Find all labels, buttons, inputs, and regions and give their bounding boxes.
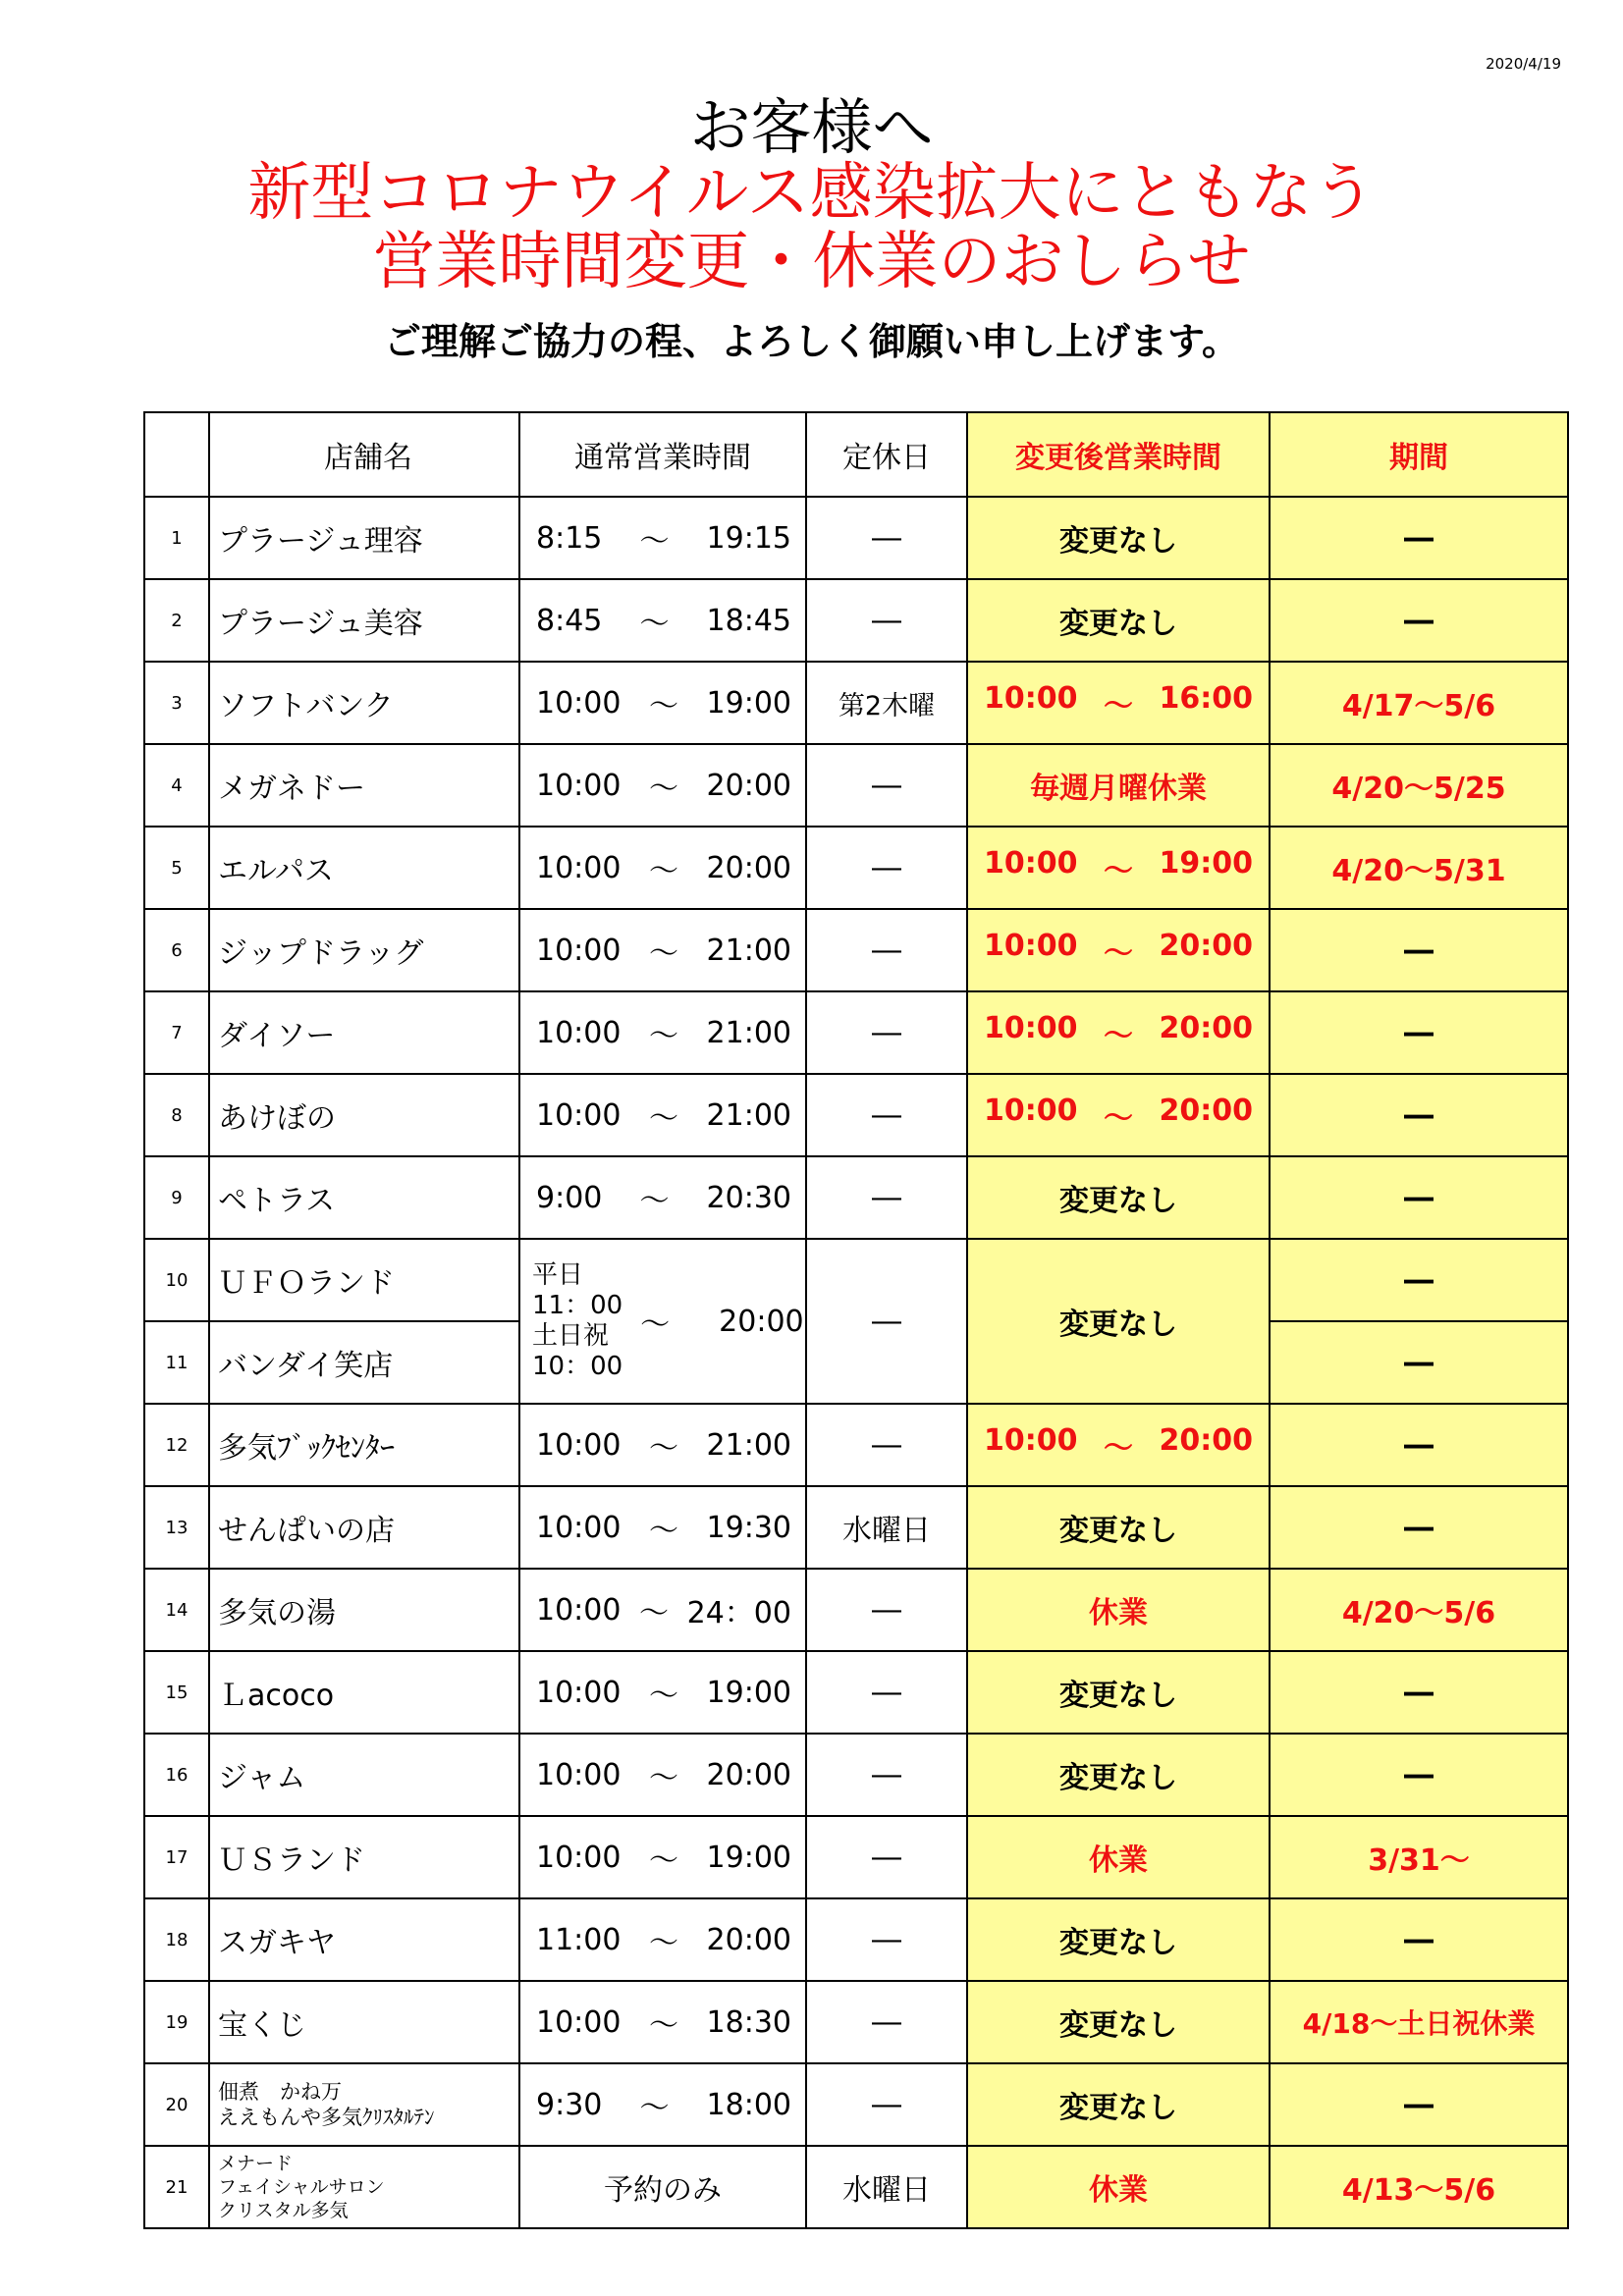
- close-time: 19:15: [706, 520, 791, 556]
- table-row: [144, 579, 1568, 662]
- regular-hours-note: 予約のみ: [519, 2146, 806, 2228]
- changed-hours: [967, 827, 1270, 909]
- changed-open-time: 10:00: [984, 1094, 1078, 1128]
- changed-close-time: 20:00: [1159, 1011, 1253, 1045]
- period: ―: [1270, 1239, 1568, 1321]
- store-name: スガキヤ: [209, 1898, 519, 1981]
- regular-hours: [519, 1569, 806, 1651]
- changed-open-time: 10:00: [984, 1423, 1078, 1458]
- open-time: 10:00: [536, 2004, 622, 2040]
- range-tilde: ～: [639, 607, 670, 641]
- closed-day: ―: [806, 909, 967, 991]
- table-row: [144, 991, 1568, 1074]
- changed-hours: 変更なし: [967, 1734, 1270, 1816]
- period: ―: [1270, 1321, 1568, 1404]
- changed-open-time: 10:00: [984, 929, 1078, 963]
- close-time: 20:00: [706, 768, 791, 803]
- regular-hours: [519, 1486, 806, 1569]
- open-time: 10:00: [536, 1097, 622, 1133]
- table-row: [144, 1404, 1568, 1486]
- changed-hours: [967, 1404, 1270, 1486]
- range-tilde: ～: [649, 936, 678, 971]
- regular-hours: [519, 2063, 806, 2146]
- period: ―: [1270, 1734, 1568, 1816]
- close-time: 20:00: [719, 1304, 804, 1339]
- document-date: 2020/4/19: [1486, 55, 1561, 73]
- closed-day: ―: [806, 1981, 967, 2063]
- row-number: 1: [144, 497, 209, 579]
- range-tilde: ～: [1104, 689, 1133, 723]
- close-time: 21:00: [706, 1097, 791, 1133]
- weekday-open-time: 11：00: [532, 1291, 623, 1320]
- store-name: Ｌacoco: [209, 1651, 519, 1734]
- range-tilde: ～: [1104, 936, 1133, 971]
- range-tilde: ～: [649, 1514, 678, 1548]
- period: ―: [1270, 1486, 1568, 1569]
- row-number: 19: [144, 1981, 209, 2063]
- weekend-label: 土日祝: [532, 1321, 610, 1351]
- period: ―: [1270, 1156, 1568, 1239]
- store-name: [209, 2146, 519, 2228]
- changed-close-time: 20:00: [1159, 1094, 1253, 1128]
- store-name: 多気の湯: [209, 1569, 519, 1651]
- range-tilde: ～: [1104, 1019, 1133, 1053]
- table-row: [144, 1734, 1568, 1816]
- row-number: 17: [144, 1816, 209, 1898]
- closed-day: ―: [806, 744, 967, 827]
- store-name: メガネドー: [209, 744, 519, 827]
- closed-day: ―: [806, 1898, 967, 1981]
- close-time: 19:30: [706, 1510, 791, 1545]
- period: 3/31～: [1270, 1816, 1568, 1898]
- table-row: [144, 1569, 1568, 1651]
- period: ―: [1270, 909, 1568, 991]
- range-tilde: ～: [649, 1761, 678, 1795]
- store-name: エルパス: [209, 827, 519, 909]
- changed-hours: 変更なし: [967, 579, 1270, 662]
- open-time: 10:00: [536, 1015, 622, 1050]
- close-time: 19:00: [706, 685, 791, 721]
- table-header-row: [144, 412, 1568, 497]
- row-number: 7: [144, 991, 209, 1074]
- greeting-heading: お客様へ: [689, 91, 934, 163]
- table-row: [144, 827, 1568, 909]
- close-time: 19:00: [706, 1675, 791, 1710]
- close-time: 20:00: [706, 850, 791, 885]
- closed-day: ―: [806, 1734, 967, 1816]
- changed-hours: 休業: [967, 1816, 1270, 1898]
- range-tilde: ～: [1104, 1431, 1133, 1466]
- range-tilde: ～: [649, 1679, 678, 1713]
- closed-day: ―: [806, 1156, 967, 1239]
- header-regular-hours: 通常営業時間: [519, 412, 806, 497]
- header-store-name: 店舗名: [209, 412, 519, 497]
- range-tilde: ～: [649, 2008, 678, 2043]
- open-time: 10:00: [536, 850, 622, 885]
- changed-close-time: 16:00: [1159, 681, 1253, 716]
- open-time: 10:00: [536, 933, 622, 968]
- regular-hours: [519, 1156, 806, 1239]
- changed-hours: 休業: [967, 1569, 1270, 1651]
- open-time: 10:00: [536, 1510, 622, 1545]
- row-number: 2: [144, 579, 209, 662]
- regular-hours-merged: [519, 1239, 806, 1404]
- range-tilde: ～: [1104, 1101, 1133, 1136]
- closed-day: ―: [806, 1816, 967, 1898]
- row-number: 8: [144, 1074, 209, 1156]
- changed-hours: 変更なし: [967, 1156, 1270, 1239]
- changed-hours: 変更なし: [967, 2063, 1270, 2146]
- regular-hours: [519, 579, 806, 662]
- open-time: 9:00: [536, 1180, 603, 1215]
- changed-open-time: 10:00: [984, 681, 1078, 716]
- range-tilde: ～: [649, 689, 678, 723]
- range-tilde: ～: [649, 1431, 678, 1466]
- store-name: ペトラス: [209, 1156, 519, 1239]
- table-row: [144, 744, 1568, 827]
- row-number: 11: [144, 1321, 209, 1404]
- row-number: 5: [144, 827, 209, 909]
- table-row: [144, 497, 1568, 579]
- period: 4/17～5/6: [1270, 662, 1568, 744]
- regular-hours: [519, 1734, 806, 1816]
- range-tilde: ～: [649, 1019, 678, 1053]
- close-time: 20:00: [706, 1922, 791, 1957]
- store-hours-table: [143, 411, 1569, 2229]
- store-name: プラージュ理容: [209, 497, 519, 579]
- store-name: 多気ﾌﾞｯｸｾﾝﾀｰ: [209, 1404, 519, 1486]
- range-tilde: ～: [649, 1843, 678, 1878]
- open-time: 9:30: [536, 2087, 603, 2122]
- store-name: プラージュ美容: [209, 579, 519, 662]
- open-time: 8:15: [536, 520, 603, 556]
- regular-hours: [519, 909, 806, 991]
- period: 4/20～5/31: [1270, 827, 1568, 909]
- row-number: 14: [144, 1569, 209, 1651]
- range-tilde: ～: [639, 1184, 670, 1218]
- weekend-open-time: 10：00: [532, 1352, 623, 1381]
- store-name: あけぼの: [209, 1074, 519, 1156]
- close-time: 21:00: [706, 1015, 791, 1050]
- open-time: 10:00: [536, 1840, 622, 1875]
- range-tilde: ～: [649, 1101, 678, 1136]
- store-name: [209, 2063, 519, 2146]
- changed-close-time: 20:00: [1159, 1423, 1253, 1458]
- table-row: [144, 1239, 1568, 1321]
- close-time: 20:00: [706, 1757, 791, 1792]
- range-tilde: ～: [649, 772, 678, 806]
- period: ―: [1270, 497, 1568, 579]
- row-number: 12: [144, 1404, 209, 1486]
- notice-subtitle: ご理解ご協力の程、よろしく御願い申し上げます。: [384, 320, 1239, 363]
- table-row: [144, 1074, 1568, 1156]
- open-time: 11:00: [536, 1922, 622, 1957]
- closed-day: ―: [806, 579, 967, 662]
- period: ―: [1270, 2063, 1568, 2146]
- changed-open-time: 10:00: [984, 846, 1078, 881]
- changed-close-time: 20:00: [1159, 929, 1253, 963]
- changed-hours: 変更なし: [967, 1651, 1270, 1734]
- range-tilde: ～: [649, 854, 678, 888]
- close-time: 21:00: [706, 1427, 791, 1463]
- period: ―: [1270, 579, 1568, 662]
- table-row: [144, 662, 1568, 744]
- range-tilde: ～: [639, 524, 670, 559]
- row-number: 6: [144, 909, 209, 991]
- range-tilde: ～: [640, 1308, 671, 1342]
- header-closed-day: 定休日: [806, 412, 967, 497]
- row-number: 18: [144, 1898, 209, 1981]
- row-number: 10: [144, 1239, 209, 1321]
- open-time: 10:00: [536, 1427, 622, 1463]
- row-number: 16: [144, 1734, 209, 1816]
- header-changed-hours: 変更後営業時間: [967, 412, 1270, 497]
- changed-hours: [967, 909, 1270, 991]
- row-number: 20: [144, 2063, 209, 2146]
- closed-day: ―: [806, 1651, 967, 1734]
- closed-day: ―: [806, 1569, 967, 1651]
- closed-day: 水曜日: [806, 2146, 967, 2228]
- row-number: 4: [144, 744, 209, 827]
- notice-title-line2: 営業時間変更・休業のおしらせ: [372, 226, 1251, 298]
- changed-hours: 休業: [967, 2146, 1270, 2228]
- table-row: [144, 1981, 1568, 2063]
- regular-hours: [519, 991, 806, 1074]
- period: 4/13～5/6: [1270, 2146, 1568, 2228]
- header-no: [144, 412, 209, 497]
- changed-hours: 変更なし: [967, 1898, 1270, 1981]
- open-time: 10:00: [536, 685, 622, 721]
- open-time: 10:00: [536, 1592, 622, 1628]
- period: 4/20～5/6: [1270, 1569, 1568, 1651]
- notice-title-line1: 新型コロナウイルス感染拡大にともなう: [247, 157, 1376, 230]
- regular-hours: [519, 1074, 806, 1156]
- weekday-label: 平日: [532, 1260, 584, 1290]
- store-name: ジップドラッグ: [209, 909, 519, 991]
- close-time: 18:00: [706, 2087, 791, 2122]
- range-tilde: ～: [1104, 854, 1133, 888]
- closed-day: ―: [806, 1404, 967, 1486]
- store-name: バンダイ笑店: [209, 1321, 519, 1404]
- store-name-line1: メナード: [218, 2153, 294, 2174]
- store-name: ＵＦＯランド: [209, 1239, 519, 1321]
- close-time: 21:00: [706, 933, 791, 968]
- regular-hours: [519, 1981, 806, 2063]
- closed-day: ―: [806, 991, 967, 1074]
- closed-day: ―: [806, 497, 967, 579]
- regular-hours: [519, 1816, 806, 1898]
- row-number: 15: [144, 1651, 209, 1734]
- closed-day-merged: ―: [806, 1239, 967, 1404]
- store-name: せんぱいの店: [209, 1486, 519, 1569]
- regular-hours: [519, 1898, 806, 1981]
- store-name-line3: クリスタル多気: [218, 2200, 349, 2221]
- close-time: 20:30: [706, 1180, 791, 1215]
- regular-hours: [519, 827, 806, 909]
- changed-open-time: 10:00: [984, 1011, 1078, 1045]
- regular-hours: [519, 744, 806, 827]
- store-name: ＵＳランド: [209, 1816, 519, 1898]
- row-number: 21: [144, 2146, 209, 2228]
- table-row: [144, 2146, 1568, 2228]
- changed-hours: [967, 991, 1270, 1074]
- period: 4/18～土日祝休業: [1270, 1981, 1568, 2063]
- period: ―: [1270, 1074, 1568, 1156]
- table-row: [144, 1156, 1568, 1239]
- range-tilde: ～: [639, 2091, 670, 2125]
- row-number: 3: [144, 662, 209, 744]
- table-row: [144, 1898, 1568, 1981]
- store-name: 宝くじ: [209, 1981, 519, 2063]
- changed-hours: 変更なし: [967, 1981, 1270, 2063]
- regular-hours: [519, 662, 806, 744]
- table-row: [144, 1651, 1568, 1734]
- closed-day: ―: [806, 827, 967, 909]
- closed-day: 第2木曜: [806, 662, 967, 744]
- period: ―: [1270, 1651, 1568, 1734]
- changed-hours: 変更なし: [967, 497, 1270, 579]
- changed-hours: 変更なし: [967, 1486, 1270, 1569]
- close-time: 19:00: [706, 1840, 791, 1875]
- changed-close-time: 19:00: [1159, 846, 1253, 881]
- closed-day: ―: [806, 2063, 967, 2146]
- header-period: 期間: [1270, 412, 1568, 497]
- open-time: 10:00: [536, 768, 622, 803]
- changed-hours: [967, 662, 1270, 744]
- period: ―: [1270, 1404, 1568, 1486]
- period: ―: [1270, 991, 1568, 1074]
- close-time: 24：00: [686, 1596, 791, 1630]
- table-row: [144, 1816, 1568, 1898]
- store-name-line2: ええもんや多気ｸﾘｽﾀﾙﾃﾝ: [218, 2106, 435, 2129]
- close-time: 18:45: [706, 603, 791, 638]
- row-number: 13: [144, 1486, 209, 1569]
- store-name-line2: フェイシャルサロン: [218, 2176, 385, 2198]
- close-time: 18:30: [706, 2004, 791, 2040]
- table-row: [144, 1486, 1568, 1569]
- store-name: ジャム: [209, 1734, 519, 1816]
- store-name: ダイソー: [209, 991, 519, 1074]
- changed-hours-merged: 変更なし: [967, 1239, 1270, 1404]
- open-time: 10:00: [536, 1757, 622, 1792]
- period: ―: [1270, 1898, 1568, 1981]
- range-tilde: ～: [649, 1926, 678, 1960]
- open-time: 10:00: [536, 1675, 622, 1710]
- store-name-line1: 佃煮 かね万: [218, 2080, 342, 2104]
- regular-hours: [519, 497, 806, 579]
- table-row: [144, 2063, 1568, 2146]
- table-row: [144, 909, 1568, 991]
- regular-hours: [519, 1651, 806, 1734]
- range-tilde: ～: [639, 1596, 670, 1630]
- changed-hours: [967, 1074, 1270, 1156]
- period: 4/20～5/25: [1270, 744, 1568, 827]
- regular-hours: [519, 1404, 806, 1486]
- closed-day: 水曜日: [806, 1486, 967, 1569]
- changed-hours: 毎週月曜休業: [967, 744, 1270, 827]
- row-number: 9: [144, 1156, 209, 1239]
- store-name: ソフトバンク: [209, 662, 519, 744]
- open-time: 8:45: [536, 603, 603, 638]
- closed-day: ―: [806, 1074, 967, 1156]
